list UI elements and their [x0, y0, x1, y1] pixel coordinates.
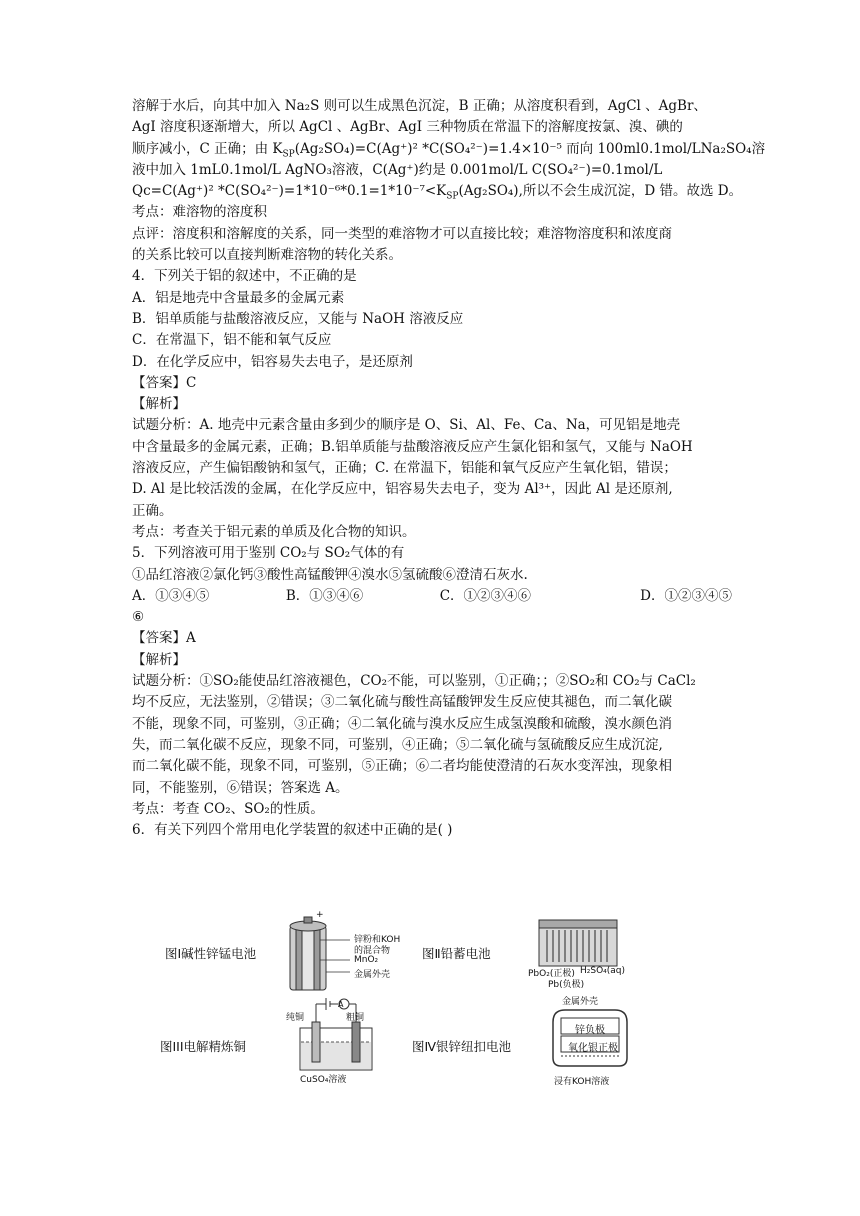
analysis-line: 失，而二氧化碳不反应，现象不同，可鉴别，④正确；⑤二氧化硫与氢硫酸反应生成沉淀,	[132, 736, 663, 753]
question-6-stem: 6．有关下列四个常用电化学装置的叙述中正确的是( )	[132, 822, 453, 839]
document-body	[132, 96, 766, 841]
label-mixture: 的混合物	[354, 946, 391, 956]
button-cell-drawing	[545, 1002, 635, 1072]
label-crude-copper: 粗铜	[346, 1013, 365, 1023]
question-5-stem: 5．下列溶液可用于鉴别 CO₂与 SO₂气体的有	[132, 545, 405, 562]
analysis-line: 而二氧化碳不能，现象不同，可鉴别，⑤正确；⑥二者均能使澄清的石灰水变浑浊，现象相	[132, 758, 672, 775]
text-line: Qc=C(Ag⁺)² $*C(SO_4^{2-})=1*10^{-6}*0.1=1*10^{-7}<K_{SP}(Ag_2SO_4)$,所以不会生成沉淀，D 错。故选 D。	[132, 183, 743, 202]
label-h2so4: H₂SO₄(aq)	[580, 966, 626, 976]
label-ammeter: A	[338, 1000, 344, 1009]
label-pb: Pb(负极)	[548, 980, 585, 990]
analysis-line: 溶液反应，产生偏铝酸钠和氢气，正确；C. 在常温下，铝能和氧气反应产生氧化铝，错误；	[132, 460, 677, 477]
dianping: 的关系比较可以直接判断难溶物的转化关系。	[132, 247, 402, 264]
label-pbo2: PbO₂(正极)	[528, 969, 575, 979]
option-b: B．①③④⑥	[285, 587, 364, 604]
label-silver-oxide-positive: 氧化银正极	[568, 1043, 618, 1054]
kaodian: 考点：考查 CO₂、SO₂的性质。	[132, 800, 324, 817]
analysis-line: 不能，现象不同，可鉴别，③正确；④二氧化硫与溴水反应生成氢溴酸和硫酸，溴水颜色消	[132, 715, 672, 732]
answer: 【答案】A	[132, 630, 196, 647]
text-line: 顺序减小，C 正确；由 $K_{SP}(Ag_2SO_4)=C(Ag^+)^2$ *C(SO₄²⁻)=1.4×10⁻⁵ 而向 100ml0.1mol/LNa₂SO₄溶	[132, 140, 766, 160]
option-b: B．铝单质能与盐酸溶液反应，又能与 NaOH 溶液反应	[132, 310, 464, 327]
option-d: D．①②③④⑤	[640, 587, 732, 604]
label-pure-copper: 纯铜	[286, 1013, 305, 1023]
option-d-continued: ⑥	[132, 609, 145, 626]
answer: 【答案】C	[132, 374, 197, 391]
analysis-line: 中含量最多的金属元素，正确；B.铝单质能与盐酸溶液反应产生氯化铝和氢气，又能与 NaOH	[132, 438, 693, 455]
caption-fig3: 图III电解精炼铜	[160, 1039, 247, 1054]
label-cuso4: CuSO₄溶液	[300, 1075, 347, 1085]
option-c: C．在常温下，铝不能和氧气反应	[132, 332, 332, 349]
analysis-line: 试题分析：A. 地壳中元素含量由多到少的顺序是 O、Si、Al、Fe、Ca、Na，可见铝是地壳	[132, 417, 681, 434]
option-d: D．在化学反应中，铝容易失去电子，是还原剂	[132, 353, 413, 370]
caption-fig1: 图Ⅰ碱性锌锰电池	[165, 946, 257, 961]
label-mno2: MnO₂	[354, 955, 379, 965]
analysis-line: 正确。	[132, 502, 173, 519]
electrochemistry-figure	[150, 912, 720, 1088]
option-a: A．铝是地壳中含量最多的金属元素	[132, 289, 345, 306]
analysis-heading: 【解析】	[132, 651, 186, 668]
label-zinc-koh: 锌粉和KOH	[354, 935, 401, 945]
text-line: 溶解于水后，向其中加入 Na₂S 则可以生成黑色沉淀，B 正确；从溶度积看到，AgCl 、AgBr、	[132, 98, 707, 114]
kaodian: 考点：考查关于铝元素的单质及化合物的知识。	[132, 523, 416, 540]
question-4-stem: 4．下列关于铝的叙述中，不正确的是	[132, 268, 357, 285]
analysis-heading: 【解析】	[132, 396, 186, 413]
option-a: A．①③④⑤	[132, 587, 210, 604]
label-metal-case: 金属外壳	[354, 970, 391, 980]
text-line: 液中加入 1mL0.1mol/L AgNO₃溶液，C(Ag⁺)约是 0.001mol/L C(SO₄²⁻)=0.1mol/L	[132, 161, 663, 178]
electrolysis-cell-drawing	[290, 992, 380, 1082]
label-metal-shell: 金属外壳	[562, 997, 599, 1007]
text-line: AgI 溶度积逐渐增大，所以 AgCl 、AgBr、AgI 三种物质在常温下的溶解度按氯、溴、碘的	[132, 119, 683, 136]
lead-acid-battery-drawing	[535, 918, 625, 970]
label-plus: +	[316, 910, 324, 920]
label-koh-soaked: 浸有KOH溶液	[554, 1077, 610, 1087]
analysis-line: 试题分析：①SO₂能使品红溶液褪色，CO₂不能，可以鉴别，①正确；；②SO₂和 CO₂与 CaCl₂	[132, 673, 696, 690]
kaodian: 考点：难溶物的溶度积	[132, 204, 267, 221]
option-c: C．①②③④⑥	[439, 587, 532, 604]
label-zinc-negative: 锌负极	[575, 1025, 605, 1036]
options-row	[132, 586, 732, 607]
caption-fig2: 图Ⅱ铅蓄电池	[422, 946, 491, 961]
caption-fig4: 图Ⅳ银锌纽扣电池	[412, 1039, 512, 1054]
question-5-items: ①品红溶液②氯化钙③酸性高锰酸钾④溴水⑤氢硫酸⑥澄清石灰水.	[132, 566, 528, 583]
analysis-line: D. Al 是比较活泼的金属，在化学反应中，铝容易失去电子，变为 Al³⁺，因此 Al 是还原剂,	[132, 481, 673, 498]
analysis-line: 同，不能鉴别，⑥错误；答案选 A。	[132, 779, 349, 796]
analysis-line: 均不反应，无法鉴别，②错误；③二氧化硫与酸性高锰酸钾发生反应使其褪色，而二氧化碳	[132, 694, 672, 711]
dianping: 点评：溶度积和溶解度的关系，同一类型的难溶物才可以直接比较；难溶物溶度积和浓度商	[132, 225, 672, 242]
